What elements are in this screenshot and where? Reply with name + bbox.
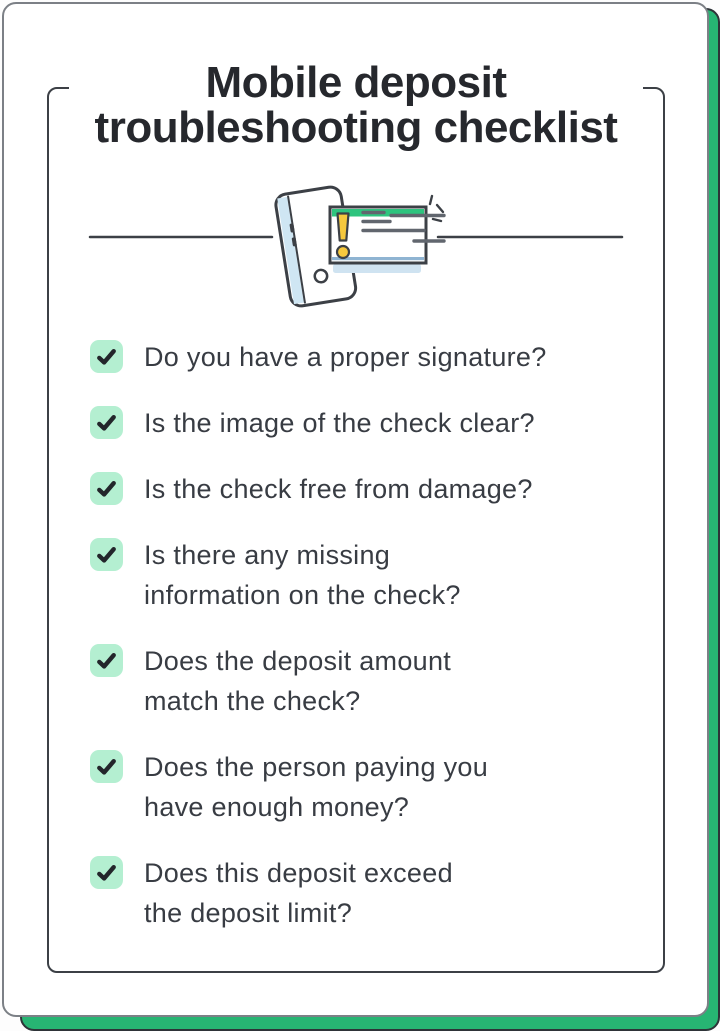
checklist xyxy=(90,337,635,959)
checklist-item xyxy=(90,747,635,827)
exclamation-icon xyxy=(338,214,349,241)
checkmark-icon xyxy=(95,411,118,434)
checkmark-icon xyxy=(95,345,118,368)
checkbox-checked[interactable] xyxy=(90,750,123,783)
checkbox-checked[interactable] xyxy=(90,538,123,571)
checklist-item-text: Does this deposit exceed the deposit limit? xyxy=(144,858,453,928)
page-title-line1: Mobile deposit xyxy=(205,58,507,107)
check-icon xyxy=(330,207,444,273)
checklist-item xyxy=(90,469,635,509)
checklist-item-text: Does the deposit amount match the check? xyxy=(144,646,452,716)
checkmark-icon xyxy=(95,649,118,672)
mobile-check-deposit-illustration xyxy=(47,175,665,315)
home-button-icon xyxy=(314,269,328,283)
checklist-item xyxy=(90,853,635,933)
page-title-line2: troubleshooting checklist xyxy=(94,103,618,152)
checklist-item xyxy=(90,403,635,443)
checkbox-checked[interactable] xyxy=(90,472,123,505)
checklist-item-text: Is the check free from damage? xyxy=(144,474,533,504)
checklist-item-text: Does the person paying you have enough money? xyxy=(144,752,489,822)
checkmark-icon xyxy=(95,755,118,778)
page-title xyxy=(47,60,665,150)
checklist-item xyxy=(90,337,635,377)
checkbox-checked[interactable] xyxy=(90,644,123,677)
checklist-item xyxy=(90,535,635,615)
checklist-item-text: Is there any missing information on the check? xyxy=(144,540,461,610)
checkbox-checked[interactable] xyxy=(90,340,123,373)
sparkle-icon xyxy=(430,196,443,221)
checkmark-icon xyxy=(95,477,118,500)
checkmark-icon xyxy=(95,543,118,566)
checklist-item xyxy=(90,641,635,721)
checkbox-checked[interactable] xyxy=(90,406,123,439)
checklist-item-text: Is the image of the check clear? xyxy=(144,408,535,438)
checklist-item-text: Do you have a proper signature? xyxy=(144,342,547,372)
checkbox-checked[interactable] xyxy=(90,856,123,889)
checkmark-icon xyxy=(95,861,118,884)
